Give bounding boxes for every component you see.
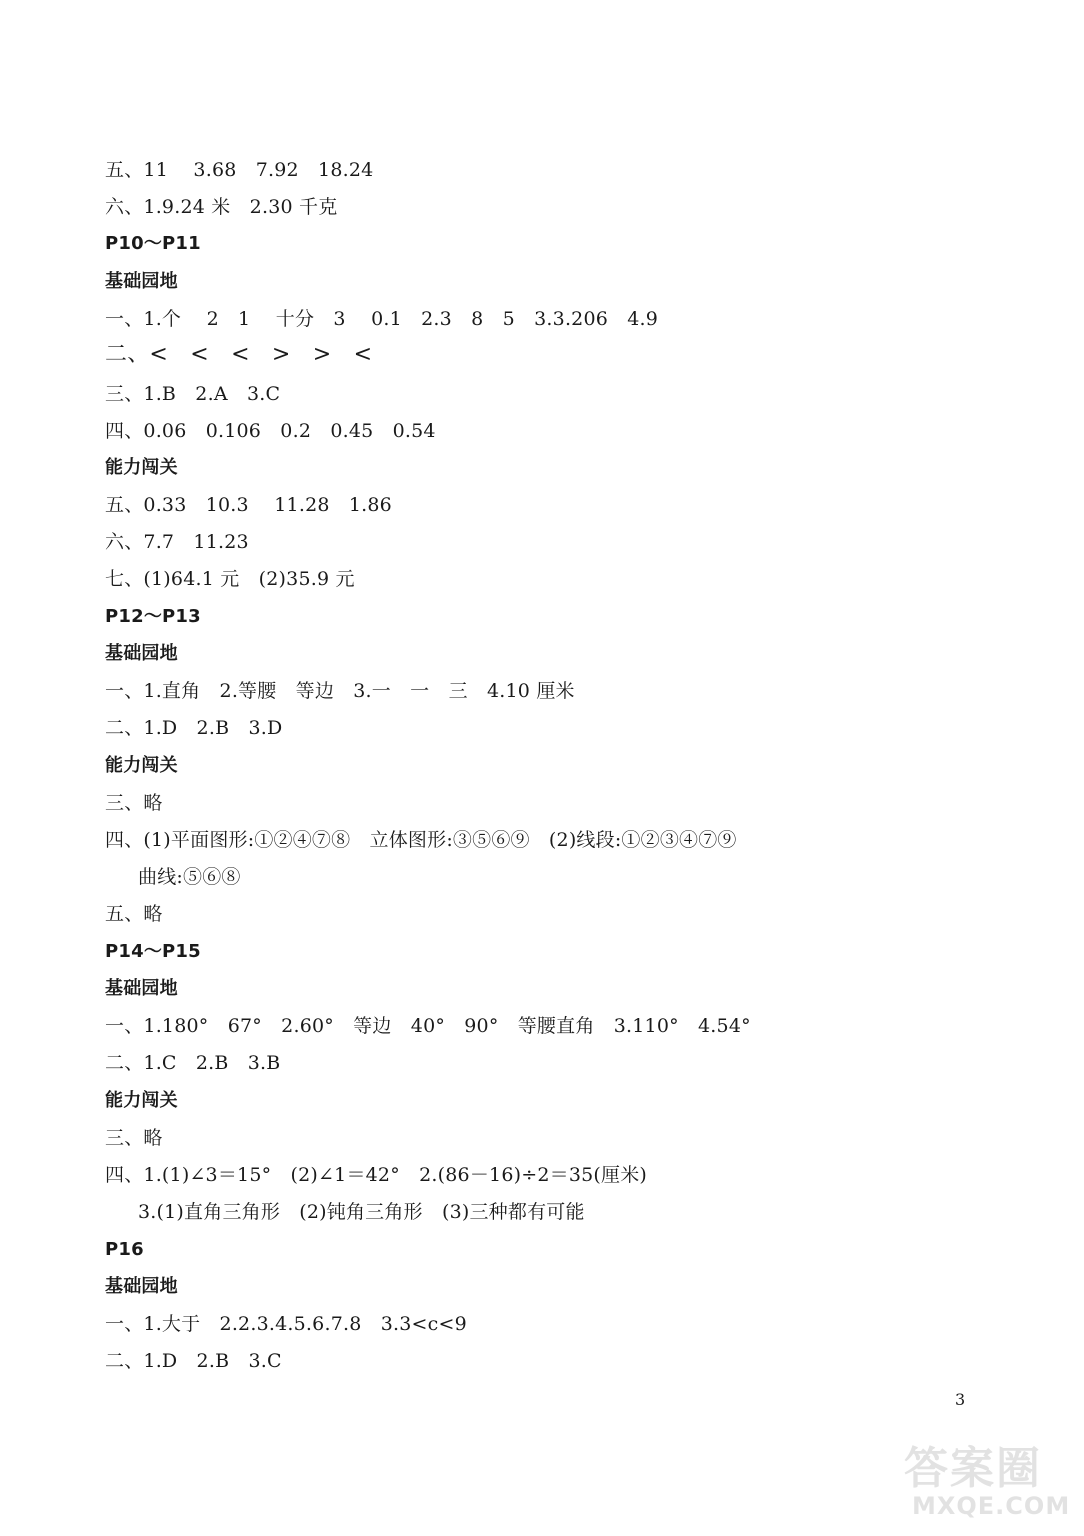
section-heading: P12～P13	[105, 606, 201, 627]
answer-line: 四、(1)平面图形:①②④⑦⑧ 立体图形:③⑤⑥⑨ (2)线段:①②③④⑦⑨	[105, 829, 737, 851]
section-heading: P10～P11	[105, 233, 201, 254]
watermark-logo	[900, 1430, 1080, 1530]
answer-line: 一、1.个 2 1 十分 3 0.1 2.3 8 5 3.3.206 4.9	[105, 308, 659, 330]
answer-line: 五、略	[105, 903, 163, 925]
watermark-title: 答案圈	[904, 1443, 1042, 1494]
subsection-heading: 能力闯关	[105, 457, 178, 478]
answer-line: 一、1.大于 2.2.3.4.5.6.7.8 3.3<c<9	[105, 1313, 467, 1335]
answer-line: 四、0.06 0.106 0.2 0.45 0.54	[105, 420, 436, 442]
answer-line: 一、1.直角 2.等腰 等边 3.一 一 三 4.10 厘米	[105, 680, 575, 702]
answer-line: 三、略	[105, 1127, 163, 1149]
subsection-heading: 基础园地	[105, 1276, 178, 1297]
answer-line: 3.(1)直角三角形 (2)钝角三角形 (3)三种都有可能	[138, 1201, 585, 1223]
answer-line: 曲线:⑤⑥⑧	[138, 866, 241, 888]
answer-line: 三、1.B 2.A 3.C	[105, 383, 281, 405]
subsection-heading: 基础园地	[105, 978, 178, 999]
answer-line: 五、11 3.68 7.92 18.24	[105, 159, 374, 181]
answer-line: 五、0.33 10.3 11.28 1.86	[105, 494, 392, 516]
answer-line: 二、< < < > > <	[105, 342, 373, 367]
watermark-url: MXQE.COM	[912, 1492, 1071, 1520]
answer-line: 二、1.C 2.B 3.B	[105, 1052, 281, 1074]
answer-line: 七、(1)64.1 元 (2)35.9 元	[105, 568, 355, 590]
page-number: 3	[955, 1390, 966, 1409]
answer-line: 六、1.9.24 米 2.30 千克	[105, 196, 338, 218]
answer-line: 三、略	[105, 792, 163, 814]
subsection-heading: 能力闯关	[105, 1090, 178, 1111]
section-heading: P14～P15	[105, 941, 201, 962]
section-heading: P16	[105, 1239, 144, 1260]
subsection-heading: 能力闯关	[105, 755, 178, 776]
subsection-heading: 基础园地	[105, 643, 178, 664]
answer-line: 一、1.180° 67° 2.60° 等边 40° 90° 等腰直角 3.110° 4.54°	[105, 1015, 751, 1037]
answer-line: 六、7.7 11.23	[105, 531, 249, 553]
answer-line: 二、1.D 2.B 3.C	[105, 1350, 282, 1372]
subsection-heading: 基础园地	[105, 271, 178, 292]
answer-line: 四、1.(1)∠3＝15° (2)∠1＝42° 2.(86－16)÷2＝35(厘米)	[105, 1164, 648, 1186]
answer-line: 二、1.D 2.B 3.D	[105, 717, 283, 739]
